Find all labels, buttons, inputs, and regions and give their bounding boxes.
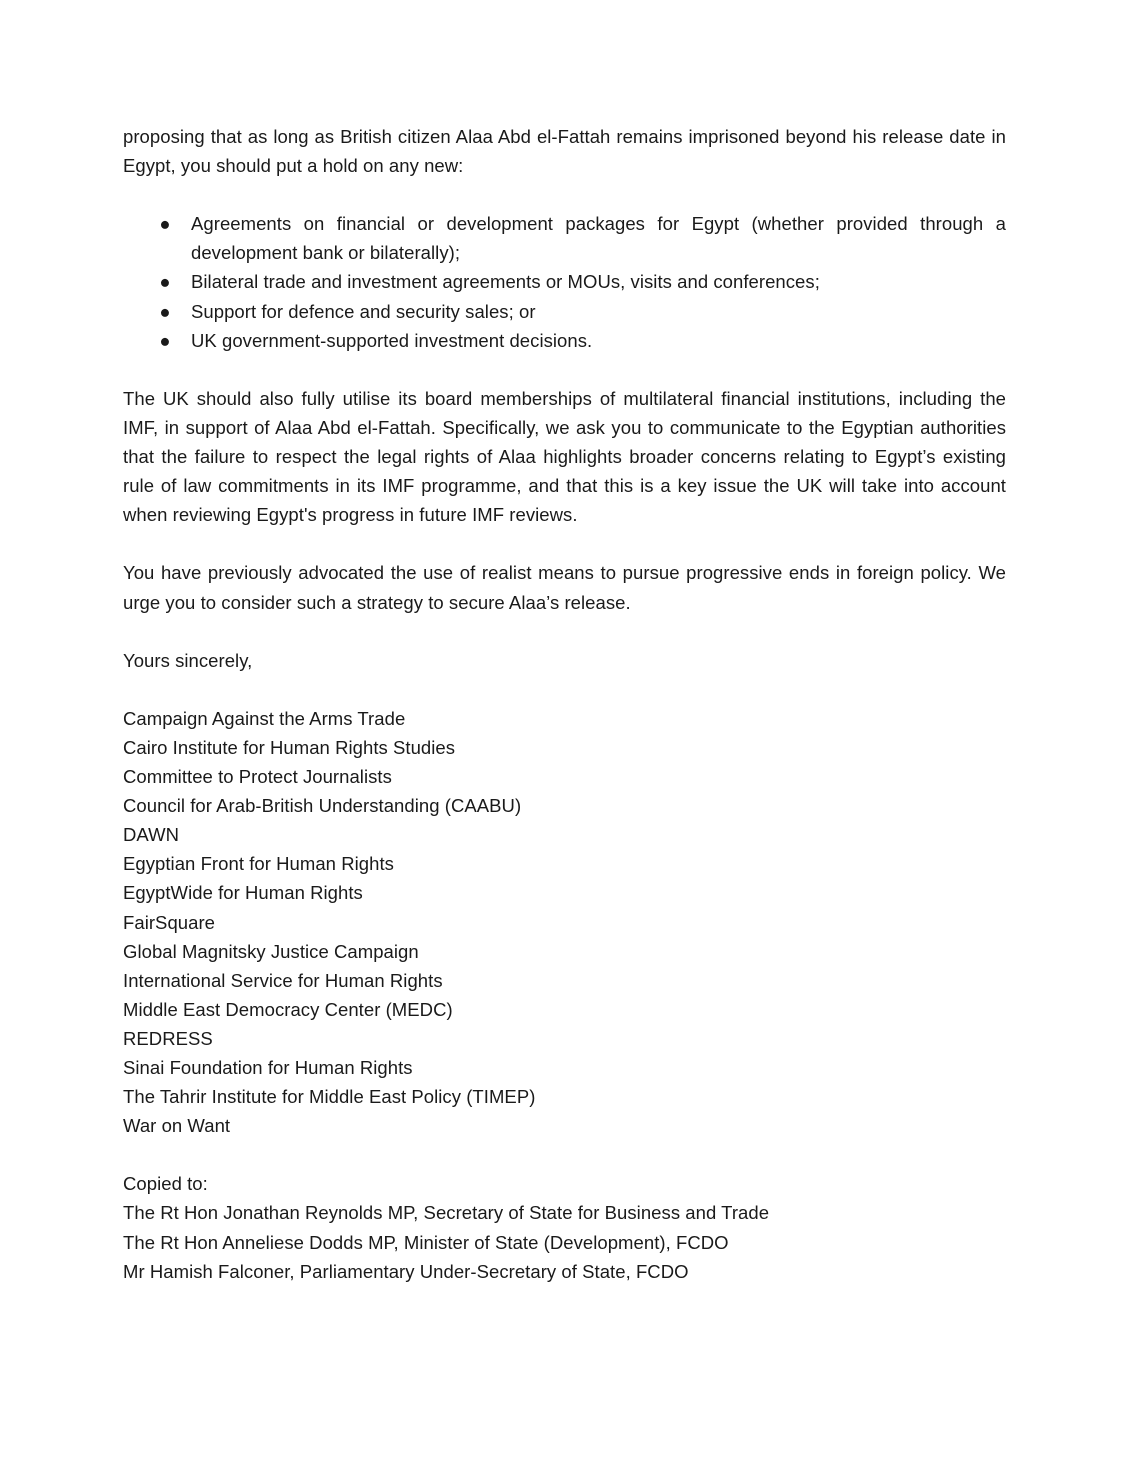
signatory: Campaign Against the Arms Trade	[123, 707, 406, 729]
list-item	[123, 267, 1006, 296]
signatory: The Tahrir Institute for Middle East Policy (TIMEP)	[123, 1086, 536, 1108]
spacer	[123, 617, 1006, 646]
list-item	[123, 297, 1006, 326]
realist-paragraph: You have previously advocated the use of realist means to pursue progressive ends in foreign policy. We urge you to consider such a strategy to secure Alaa’s release.	[123, 562, 1006, 613]
signatory-list	[123, 704, 1006, 1140]
bullet-icon: ●	[159, 213, 171, 235]
signatory: FairSquare	[123, 911, 216, 933]
signatory: REDRESS	[123, 1027, 213, 1049]
bullet-icon: ●	[159, 300, 171, 322]
hold-conditions-list	[123, 209, 1006, 354]
list-item-text: UK government-supported investment decisions.	[191, 329, 593, 351]
copied-recipient: The Rt Hon Jonathan Reynolds MP, Secretary of State for Business and Trade	[123, 1202, 770, 1224]
signatory: Egyptian Front for Human Rights	[123, 853, 394, 875]
signatory: Middle East Democracy Center (MEDC)	[123, 998, 453, 1020]
copied-recipient: The Rt Hon Anneliese Dodds MP, Minister of State (Development), FCDO	[123, 1231, 729, 1253]
list-item-text: Agreements on financial or development packages for Egypt (whether provided through a development bank or bilaterally);	[191, 213, 1006, 264]
signatory: EgyptWide for Human Rights	[123, 882, 363, 904]
spacer	[123, 1140, 1006, 1169]
list-item-text: Support for defence and security sales; or	[191, 300, 536, 322]
copied-to-heading: Copied to:	[123, 1173, 208, 1195]
bullet-icon: ●	[159, 271, 171, 293]
list-item	[123, 209, 1006, 267]
spacer	[123, 180, 1006, 209]
imf-paragraph: The UK should also fully utilise its board memberships of multilateral financial institutions, including the IMF, in support of Alaa Abd el-Fattah. Specifically, we ask you to communicate to the Egyptian authorities that the failure to respect the legal rights of Alaa highlights broader concerns relating to Egypt’s existing rule of law commitments in its IMF programme, and that this is a key issue the UK will take into account when reviewing Egypt's progress in future IMF reviews.	[123, 387, 1006, 526]
signatory: Global Magnitsky Justice Campaign	[123, 940, 419, 962]
spacer	[123, 355, 1006, 384]
copied-to-section	[123, 1169, 1006, 1285]
list-item	[123, 326, 1006, 355]
signatory: International Service for Human Rights	[123, 969, 443, 991]
signatory: Sinai Foundation for Human Rights	[123, 1057, 413, 1078]
signatory: DAWN	[123, 824, 180, 846]
intro-paragraph: proposing that as long as British citizen Alaa Abd el-Fattah remains imprisoned beyond his release date in Egypt, you should put a hold on any new:	[123, 126, 1006, 177]
spacer	[123, 675, 1006, 704]
closing-salutation: Yours sincerely,	[123, 649, 253, 671]
signatory: War on Want	[123, 1115, 231, 1137]
copied-recipient: Mr Hamish Falconer, Parliamentary Under-Secretary of State, FCDO	[123, 1260, 689, 1282]
signatory: Cairo Institute for Human Rights Studies	[123, 736, 456, 758]
list-item-text: Bilateral trade and investment agreements or MOUs, visits and conferences;	[191, 271, 820, 293]
letter-page	[123, 122, 1006, 1286]
signatory: Committee to Protect Journalists	[123, 766, 392, 788]
bullet-icon: ●	[159, 329, 171, 351]
signatory: Council for Arab-British Understanding (CAABU)	[123, 795, 522, 817]
spacer	[123, 529, 1006, 558]
